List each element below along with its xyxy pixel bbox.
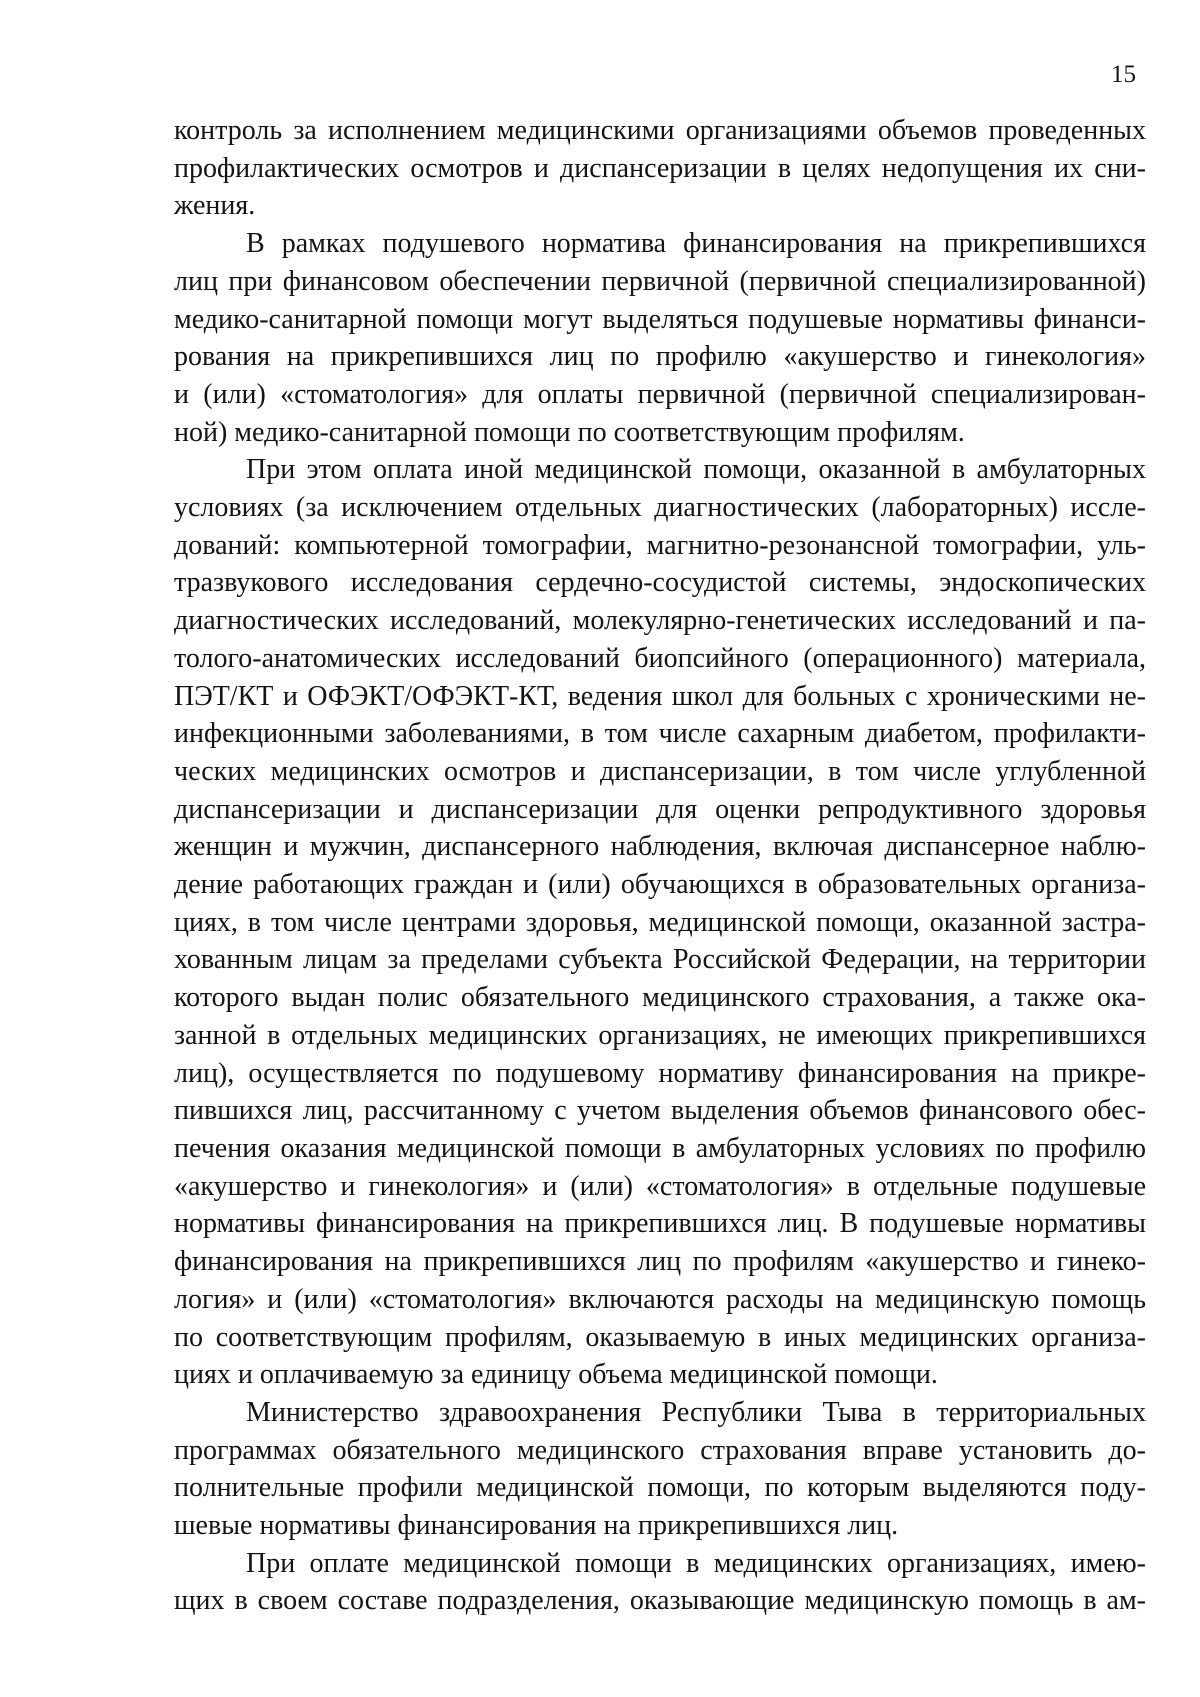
text-line: При этом оплата иной медицинской помощи, оказанной в амбулаторных bbox=[246, 454, 1146, 486]
text-line: которого выдан полис обязательного медицинского страхования, а также ока- bbox=[174, 982, 1146, 1014]
text-line: Министерство здравоохранения Республики Тыва в территориальных bbox=[246, 1396, 1146, 1428]
text-line: условиях (за исключением отдельных диагностических (лабораторных) иссле- bbox=[174, 492, 1146, 524]
text-line: шевые нормативы финансирования на прикрепившихся лиц. bbox=[174, 1510, 899, 1542]
text-line: женщин и мужчин, диспансерного наблюдения, включая диспансерное наблю- bbox=[174, 831, 1146, 863]
text-line: жения. bbox=[174, 190, 256, 222]
text-line: дований: компьютерной томографии, магнитно-резонансной томографии, уль- bbox=[174, 529, 1146, 561]
text-line: по соответствующим профилям, оказываемую в иных медицинских организа- bbox=[174, 1321, 1146, 1353]
text-line: диагностических исследований, молекулярно-генетических исследований и па- bbox=[174, 605, 1146, 637]
text-line: печения оказания медицинской помощи в амбулаторных условиях по профилю bbox=[174, 1132, 1146, 1164]
text-line: медико-санитарной помощи могут выделяться подушевые нормативы финанси- bbox=[174, 303, 1146, 335]
page-number: 15 bbox=[1111, 61, 1136, 88]
text-line: полнительные профили медицинской помощи, по которым выделяются поду- bbox=[174, 1472, 1146, 1504]
text-line: хованным лицам за пределами субъекта Российской Федерации, на территории bbox=[174, 944, 1146, 976]
text-line: циях и оплачиваемую за единицу объема медицинской помощи. bbox=[174, 1359, 938, 1391]
text-line: занной в отдельных медицинских организациях, не имеющих прикрепившихся bbox=[174, 1019, 1146, 1051]
text-line: тразвукового исследования сердечно-сосудистой системы, эндоскопических bbox=[174, 567, 1146, 599]
text-line: ческих медицинских осмотров и диспансеризации, в том числе углубленной bbox=[174, 755, 1146, 787]
text-line: лиц), осуществляется по подушевому нормативу финансирования на прикре- bbox=[174, 1057, 1146, 1089]
text-line: При оплате медицинской помощи в медицинских организациях, имею- bbox=[246, 1547, 1146, 1579]
text-line: программах обязательного медицинского страхования вправе установить до- bbox=[174, 1434, 1146, 1466]
text-line: диспансеризации и диспансеризации для оценки репродуктивного здоровья bbox=[174, 793, 1146, 825]
text-line: пившихся лиц, рассчитанному с учетом выделения объемов финансового обес- bbox=[174, 1095, 1146, 1127]
body-text bbox=[174, 112, 1146, 1620]
text-line: и (или) «стоматология» для оплаты первичной (первичной специализирован- bbox=[174, 378, 1146, 410]
text-line: финансирования на прикрепившихся лиц по профилям «акушерство и гинеко- bbox=[174, 1246, 1146, 1278]
text-line: толого-анатомических исследований биопсийного (операционного) материала, bbox=[174, 642, 1146, 674]
text-line: инфекционными заболеваниями, в том числе сахарным диабетом, профилакти- bbox=[174, 718, 1146, 750]
text-line: циях, в том числе центрами здоровья, медицинской помощи, оказанной застра- bbox=[174, 906, 1146, 938]
text-line: лиц при финансовом обеспечении первичной (первичной специализированной) bbox=[174, 265, 1146, 297]
text-line: ной) медико-санитарной помощи по соответствующим профилям. bbox=[174, 416, 965, 448]
text-line: нормативы финансирования на прикрепившихся лиц. В подушевые нормативы bbox=[174, 1208, 1146, 1240]
paragraph-5 bbox=[174, 1545, 1146, 1620]
text-line: ПЭТ/КТ и ОФЭКТ/ОФЭКТ-КТ, ведения школ для больных с хроническими не- bbox=[174, 680, 1146, 712]
text-line: рования на прикрепившихся лиц по профилю «акушерство и гинекология» bbox=[174, 341, 1146, 373]
text-line: щих в своем составе подразделения, оказывающие медицинскую помощь в ам- bbox=[174, 1585, 1146, 1617]
text-line: профилактических осмотров и диспансеризации в целях недопущения их сни- bbox=[174, 152, 1146, 184]
text-line: логия» и (или) «стоматология» включаются расходы на медицинскую помощь bbox=[174, 1283, 1146, 1315]
paragraph-4 bbox=[174, 1394, 1146, 1545]
text-line: В рамках подушевого норматива финансирования на прикрепившихся bbox=[246, 228, 1146, 260]
text-line: контроль за исполнением медицинскими организациями объемов проведенных bbox=[174, 115, 1146, 146]
paragraph-3 bbox=[174, 451, 1146, 1394]
paragraph-1 bbox=[174, 112, 1146, 225]
text-line: дение работающих граждан и (или) обучающихся в образовательных организа- bbox=[174, 869, 1146, 901]
paragraph-2 bbox=[174, 225, 1146, 451]
text-line: «акушерство и гинекология» и (или) «стоматология» в отдельные подушевые bbox=[174, 1170, 1146, 1202]
